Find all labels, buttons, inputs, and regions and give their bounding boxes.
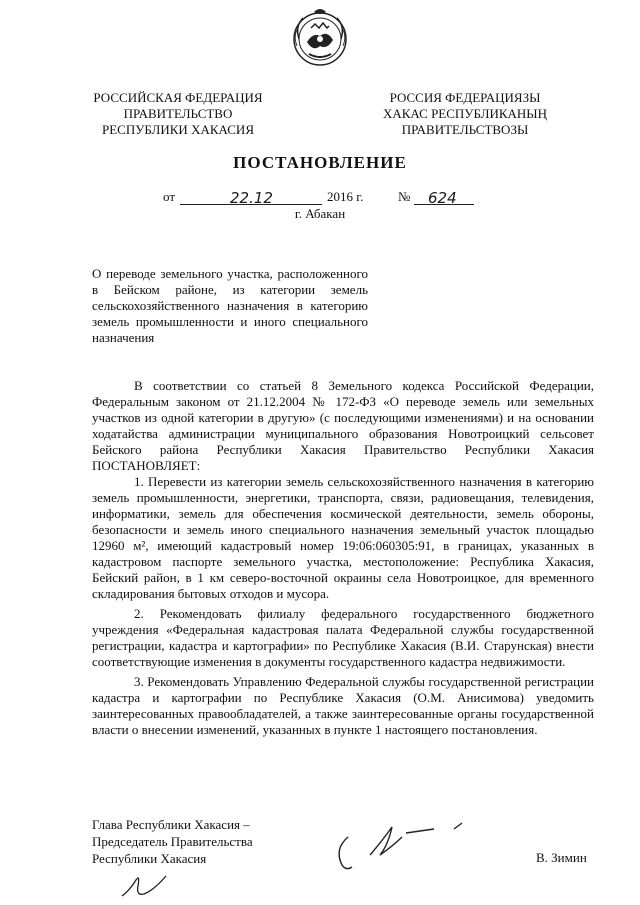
header-left-line: РЕСПУБЛИКИ ХАКАСИЯ <box>101 122 254 137</box>
date-line <box>0 189 640 207</box>
coat-of-arms-icon <box>289 6 351 68</box>
body-paragraph: 3. Рекомендовать Управлению Федеральной службы государственной регистрации кадастра и картографии по Республике Хакасия (О.М. Анисимова) уведомить заинтересованных правообладателей, а также заинтересованные органы государственной власти о внесении изменений, указанных в пункте 1 настоящего постановления. <box>92 674 594 737</box>
document-title: ПОСТАНОВЛЕНИЕ <box>233 153 407 172</box>
signatory-line: Председатель Правительства <box>92 834 253 849</box>
signatory-name: В. Зимин <box>536 850 587 865</box>
document-body <box>92 378 594 738</box>
signatory-line: Глава Республики Хакасия – <box>92 817 250 832</box>
body-paragraph: 2. Рекомендовать филиалу федерального государственного бюджетного учреждения «Федеральная кадастровая палата Федеральной службы государственной регистрации, кадастра и картографии» по Республике Хакасия (В.И. Старунская) внести соответствующие изменения в документы государственного кадастра недвижимости. <box>92 606 594 669</box>
header-left <box>78 90 278 138</box>
header-right-line: РОССИЯ ФЕДЕРАЦИЯЗЫ <box>389 90 541 105</box>
handwritten-initials <box>118 868 178 902</box>
date-prefix: от <box>163 189 176 204</box>
signatory-position <box>92 816 253 867</box>
number-handwritten: 624 <box>428 189 457 207</box>
header-right-line: ПРАВИТЕЛЬСТВОЗЫ <box>401 122 529 137</box>
header-left-line: ПРАВИТЕЛЬСТВО <box>123 106 233 121</box>
date-year: 2016 г. <box>327 189 364 204</box>
header-right <box>360 90 570 138</box>
number-label: № <box>398 189 411 204</box>
body-paragraph: В соответствии со статьей 8 Земельного кодекса Российской Федерации, Федеральным законом от 21.12.2004 № 172-ФЗ «О переводе земель или земельных участков из одной категории в другую» (с последующими изменениями) и на основании ходатайства администрации муниципального образования Новотроицкий сельсовет Бейского района Республики Хакасия Правительство Республики Хакасия ПОСТАНОВЛЯЕТ: <box>92 378 594 473</box>
city: г. Абакан <box>294 206 346 221</box>
date-handwritten: 22.12 <box>230 189 273 207</box>
body-paragraph: 1. Перевести из категории земель сельскохозяйственного назначения в категорию земель промышленности, энергетики, транспорта, связи, радиовещания, телевидения, информатики, земель для обеспечения космической деятельности, земель обороны, безопасности и земель иного специального назначения земельный участок площадью 12960 м², имеющий кадастровый номер 19:06:060305:91, в границах, указанных в кадастровом паспорте земельного участка, местоположение: Республика Хакасия, Бейский район, в 1 км северо-восточной окраины села Новотроицкое, для временного складирования бытовых отходов и мусора. <box>92 474 594 601</box>
header-left-line: РОССИЙСКАЯ ФЕДЕРАЦИЯ <box>93 90 263 105</box>
handwritten-signature <box>330 815 480 875</box>
document-subject: О переводе земельного участка, расположенного в Бейском районе, из категории земель сельскохозяйственного назначения в категорию земель промышленности и иного специального назначения <box>92 266 368 345</box>
header-right-line: ХАКАС РЕСПУБЛИКАНЫҢ <box>382 106 548 121</box>
signatory-line: Республики Хакасия <box>92 851 207 866</box>
